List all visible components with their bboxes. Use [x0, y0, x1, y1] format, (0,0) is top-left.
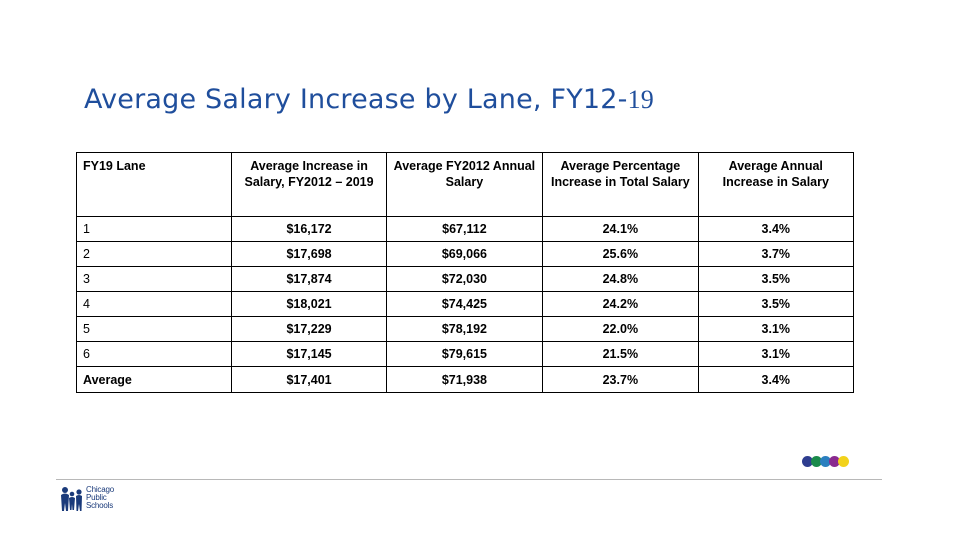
header-annual-increase: Average Annual Increase in Salary [698, 153, 853, 217]
fy2012-salary-cell: $67,112 [386, 217, 542, 242]
avg-increase-cell: $17,698 [232, 242, 386, 267]
pct-increase-cell: 24.2% [543, 292, 698, 317]
lane-cell: 5 [77, 317, 232, 342]
avg-increase-cell: $17,145 [232, 342, 386, 367]
avg-increase-cell: $17,229 [232, 317, 386, 342]
pct-increase-cell: 25.6% [543, 242, 698, 267]
fy2012-salary-cell: $74,425 [386, 292, 542, 317]
footer-divider [56, 479, 882, 480]
pct-increase-cell: 24.1% [543, 217, 698, 242]
fy2012-salary-cell: $78,192 [386, 317, 542, 342]
pct-increase-cell: 21.5% [543, 342, 698, 367]
table-row [77, 267, 854, 292]
fy2012-salary-cell: $72,030 [386, 267, 542, 292]
average-label-cell: Average [77, 367, 232, 393]
annual-increase-cell: 3.5% [698, 292, 853, 317]
table-row [77, 292, 854, 317]
table-row [77, 242, 854, 267]
slide-title [84, 84, 654, 115]
family-silhouette-icon [58, 484, 84, 512]
title-main: Average Salary Increase by Lane, FY12- [84, 84, 628, 115]
table-header-row [77, 153, 854, 217]
lane-cell: 3 [77, 267, 232, 292]
pct-increase-cell: 24.8% [543, 267, 698, 292]
average-row [77, 367, 854, 393]
fy2012-salary-cell: $71,938 [386, 367, 542, 393]
title-suffix: 19 [627, 85, 654, 114]
avg-increase-cell: $17,874 [232, 267, 386, 292]
table-row [77, 317, 854, 342]
lane-cell: 2 [77, 242, 232, 267]
header-lane: FY19 Lane [77, 153, 232, 217]
lane-cell: 6 [77, 342, 232, 367]
table-row [77, 217, 854, 242]
lane-cell: 4 [77, 292, 232, 317]
color-dot [838, 456, 849, 467]
avg-increase-cell: $17,401 [232, 367, 386, 393]
fy2012-salary-cell: $79,615 [386, 342, 542, 367]
fy2012-salary-cell: $69,066 [386, 242, 542, 267]
annual-increase-cell: 3.1% [698, 317, 853, 342]
header-pct-increase: Average Percentage Increase in Total Salary [543, 153, 698, 217]
brand-color-dots [802, 456, 847, 467]
pct-increase-cell: 23.7% [543, 367, 698, 393]
annual-increase-cell: 3.1% [698, 342, 853, 367]
logo-line: Public [86, 493, 107, 502]
avg-increase-cell: $18,021 [232, 292, 386, 317]
header-avg-increase: Average Increase in Salary, FY2012 – 2019 [232, 153, 386, 217]
logo-wordmark [86, 486, 114, 510]
table-row [77, 342, 854, 367]
annual-increase-cell: 3.4% [698, 367, 853, 393]
header-fy2012-salary: Average FY2012 Annual Salary [386, 153, 542, 217]
pct-increase-cell: 22.0% [543, 317, 698, 342]
annual-increase-cell: 3.4% [698, 217, 853, 242]
avg-increase-cell: $16,172 [232, 217, 386, 242]
cps-logo [58, 484, 114, 512]
logo-line: Chicago [86, 485, 114, 494]
logo-line: Schools [86, 501, 114, 510]
lane-cell: 1 [77, 217, 232, 242]
salary-table [76, 152, 854, 393]
annual-increase-cell: 3.7% [698, 242, 853, 267]
annual-increase-cell: 3.5% [698, 267, 853, 292]
